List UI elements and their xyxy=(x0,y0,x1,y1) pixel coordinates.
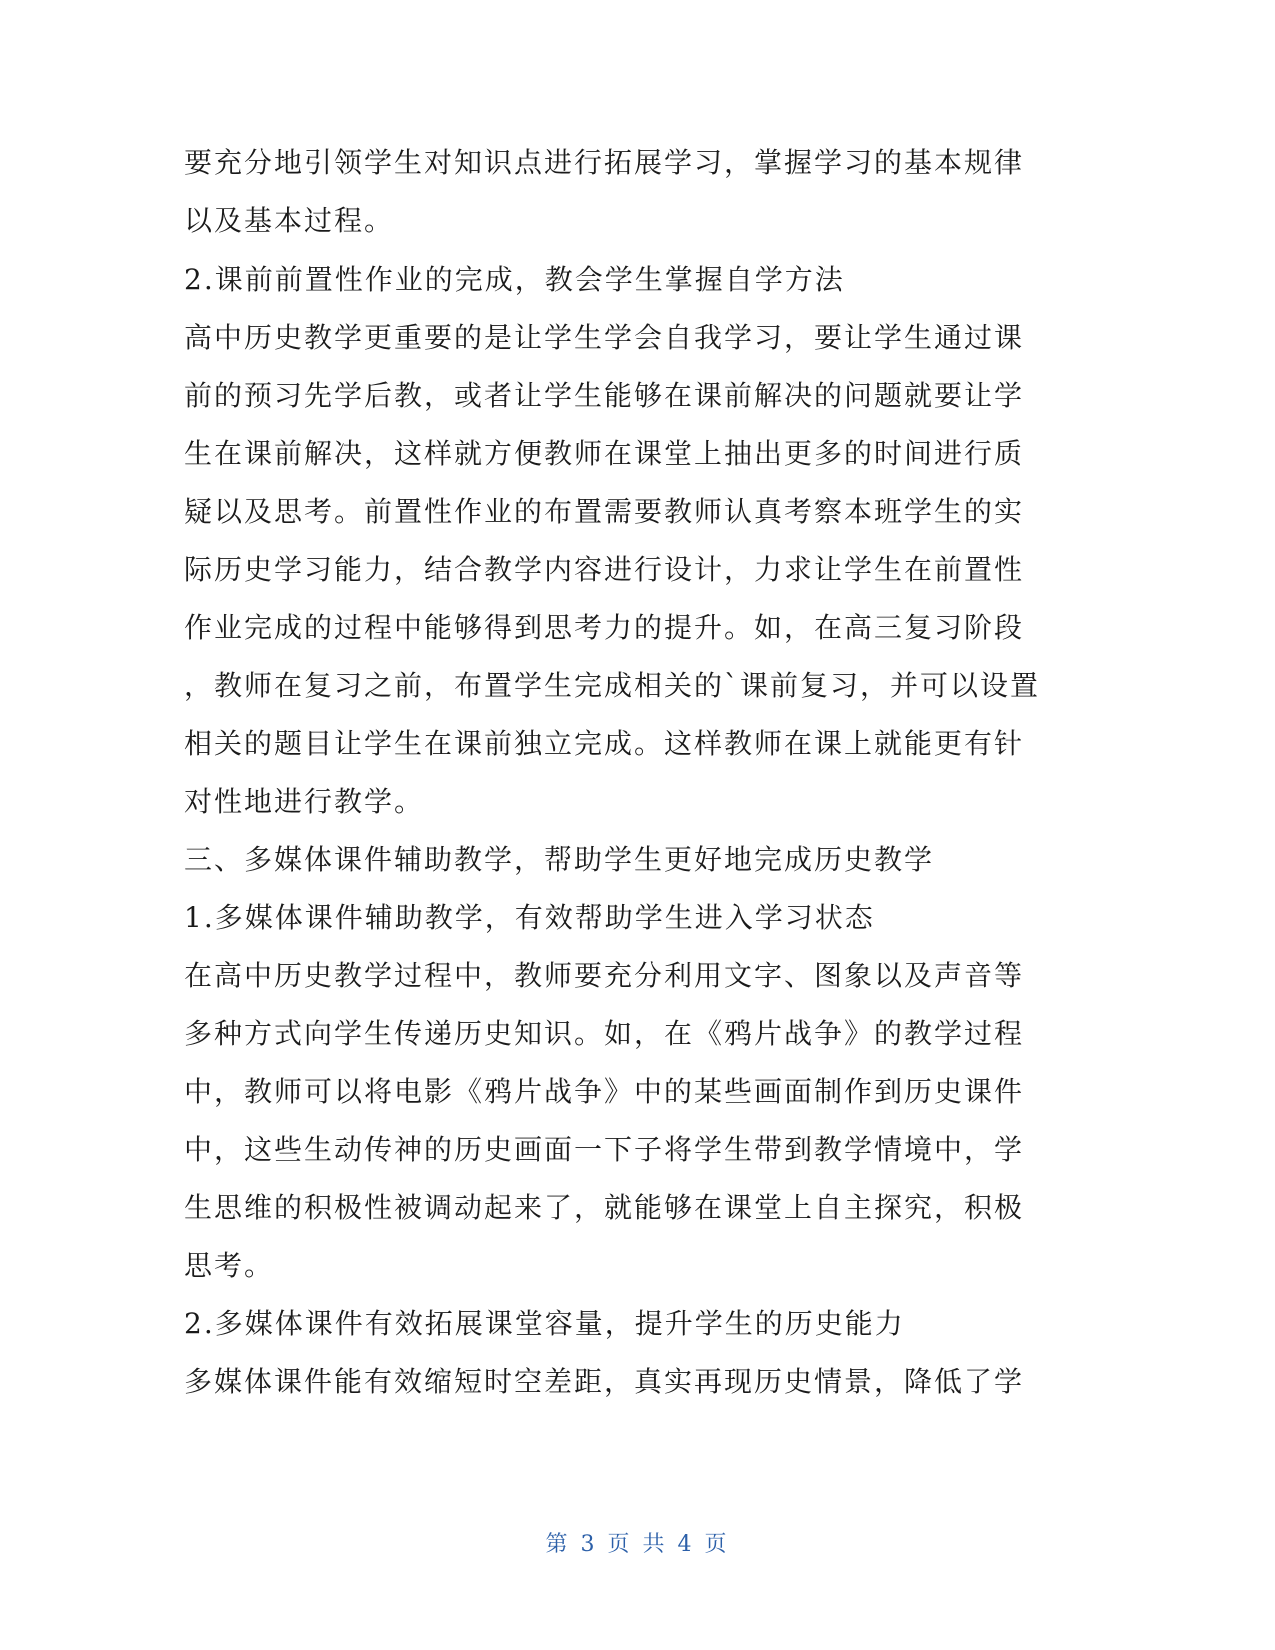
section-heading: 2.多媒体课件有效拓展课堂容量，提升学生的历史能力 xyxy=(184,1307,905,1340)
section-heading: 三、多媒体课件辅助教学，帮助学生更好地完成历史教学 xyxy=(184,843,935,876)
text-line: 前的预习先学后教，或者让学生能够在课前解决的问题就要让学 xyxy=(184,379,1025,412)
text-line: 疑以及思考。前置性作业的布置需要教师认真考察本班学生的实 xyxy=(184,495,1025,528)
text-line: 中，这些生动传神的历史画面一下子将学生带到教学情境中，学 xyxy=(184,1133,1025,1166)
text-line: 相关的题目让学生在课前独立完成。这样教师在课上就能更有针 xyxy=(184,727,1025,760)
text-line: 生在课前解决，这样就方便教师在课堂上抽出更多的时间进行质 xyxy=(184,437,1025,470)
section-heading: 2.课前前置性作业的完成，教会学生掌握自学方法 xyxy=(184,263,845,296)
text-line: 中，教师可以将电影《鸦片战争》中的某些画面制作到历史课件 xyxy=(184,1075,1025,1108)
text-line: 多媒体课件能有效缩短时空差距，真实再现历史情景，降低了学 xyxy=(184,1365,1025,1398)
text-line: ，教师在复习之前，布置学生完成相关的`课前复习，并可以设置 xyxy=(184,669,1041,702)
text-line: 对性地进行教学。 xyxy=(184,785,425,818)
text-line: 在高中历史教学过程中，教师要充分利用文字、图象以及声音等 xyxy=(184,959,1025,992)
text-line: 作业完成的过程中能够得到思考力的提升。如，在高三复习阶段 xyxy=(184,611,1025,644)
text-line: 思考。 xyxy=(184,1249,275,1282)
text-line: 多种方式向学生传递历史知识。如，在《鸦片战争》的教学过程 xyxy=(184,1017,1025,1050)
text-line: 生思维的积极性被调动起来了，就能够在课堂上自主探究，积极 xyxy=(184,1191,1025,1224)
section-heading: 1.多媒体课件辅助教学，有效帮助学生进入学习状态 xyxy=(184,901,875,934)
page-number-footer: 第 3 页 共 4 页 xyxy=(545,1532,730,1557)
text-line: 际历史学习能力，结合教学内容进行设计，力求让学生在前置性 xyxy=(184,553,1025,586)
text-line: 以及基本过程。 xyxy=(184,204,395,237)
text-line: 高中历史教学更重要的是让学生学会自我学习，要让学生通过课 xyxy=(184,321,1025,354)
text-line: 要充分地引领学生对知识点进行拓展学习，掌握学习的基本规律 xyxy=(184,146,1025,179)
